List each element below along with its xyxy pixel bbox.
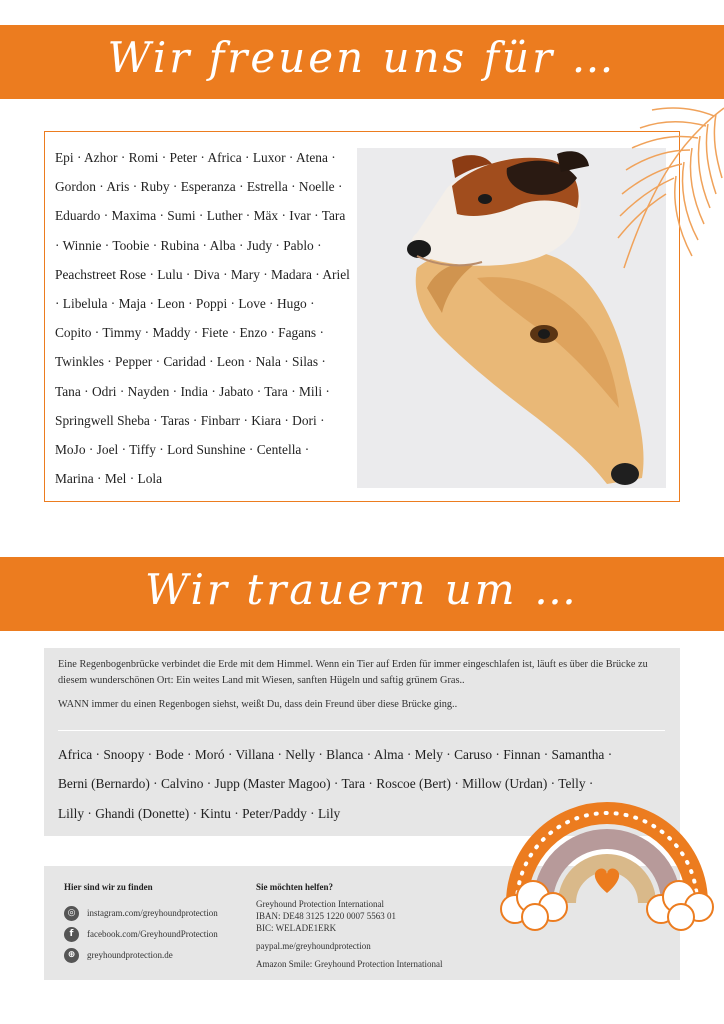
instagram-icon: ◎ [64,906,79,921]
bank-name: Greyhound Protection International [256,899,384,909]
amazon-smile-text: Amazon Smile: Greyhound Protection International [256,959,443,969]
memorial-names-list: Africa · Snoopy · Bode · Moró · Villana · Nelly · Blanca · Alma · Mely · Caruso · Finnan · Samantha · Berni (Bernardo) · Calvino · Jupp (Master Magoo) · Tara · Roscoe (Bert) · Millow (Urdan) · Telly · Lilly · Ghandi (Donette) · Kintu · Peter/Paddy · Lily [58,747,613,821]
paypal-link[interactable]: paypal.me/greyhoundprotection [256,941,371,951]
heading-sad: Wir trauern um … [145,565,579,614]
palm-leaf-decoration [604,98,724,274]
bank-bic: BIC: WELADE1ERK [256,923,337,933]
help-title: Sie möchten helfen? [256,882,333,892]
website-link[interactable] [64,947,173,963]
bank-iban: IBAN: DE48 3125 1220 0007 5563 01 [256,911,396,921]
memorial-intro [58,657,668,713]
find-us-title: Hier sind wir zu finden [64,882,153,892]
heading-happy: Wir freuen uns für … [107,33,617,82]
header-banner-sad [0,557,724,631]
facebook-link[interactable] [64,926,218,942]
rainbow-note: WANN immer du einen Regenbogen siehst, weißt Du, dass dein Freund über diese Brücke ging.. [58,699,458,710]
facebook-icon: f [64,927,79,942]
globe-icon: ⊕ [64,948,79,963]
divider [58,730,665,731]
rainbow-illustration [495,785,719,935]
website-url: greyhoundprotection.de [87,950,173,960]
instagram-link[interactable] [64,905,218,921]
header-banner-happy [0,25,724,99]
happy-names-list: Epi · Azhor · Romi · Peter · Africa · Luxor · Atena · Gordon · Aris · Ruby · Esperanza · Estrella · Noelle · Eduardo · Maxima · Sumi · Luther · Mäx · Ivar · Tara · Winnie · Toobie · Rubina · Alba · Judy · Pablo · Peachstreet Rose · Lulu · Diva · Mary · Madara · Ariel · Libelula · Maja · Leon · Poppi · Love · Hugo · Copito · Timmy · Maddy · Fiete · Enzo · Fagans · Twinkles · Pepper · Caridad · Leon · Nala · Silas · Tana · Odri · Nayden · India · Jabato · Tara · Mili · Springwell Sheba · Taras · Finbarr · Kiara · Dori · MoJo · Joel · Tiffy · Lord Sunshine · Centella · Marina · Mel · Lola [55,150,350,487]
heart-icon [595,868,619,893]
instagram-url: instagram.com/greyhoundprotection [87,908,218,918]
facebook-url: facebook.com/GreyhoundProtection [87,929,218,939]
rainbow-bridge-text: Eine Regenbogenbrücke verbindet die Erde mit dem Himmel. Wenn ein Tier auf Erden für immer eingeschlafen ist, läuft es über die Brücke zu diesem wunderschönen Ort: Ein weites Land mit Wiesen, sanften Hügeln und saftig grünem Gras.. [58,659,648,686]
